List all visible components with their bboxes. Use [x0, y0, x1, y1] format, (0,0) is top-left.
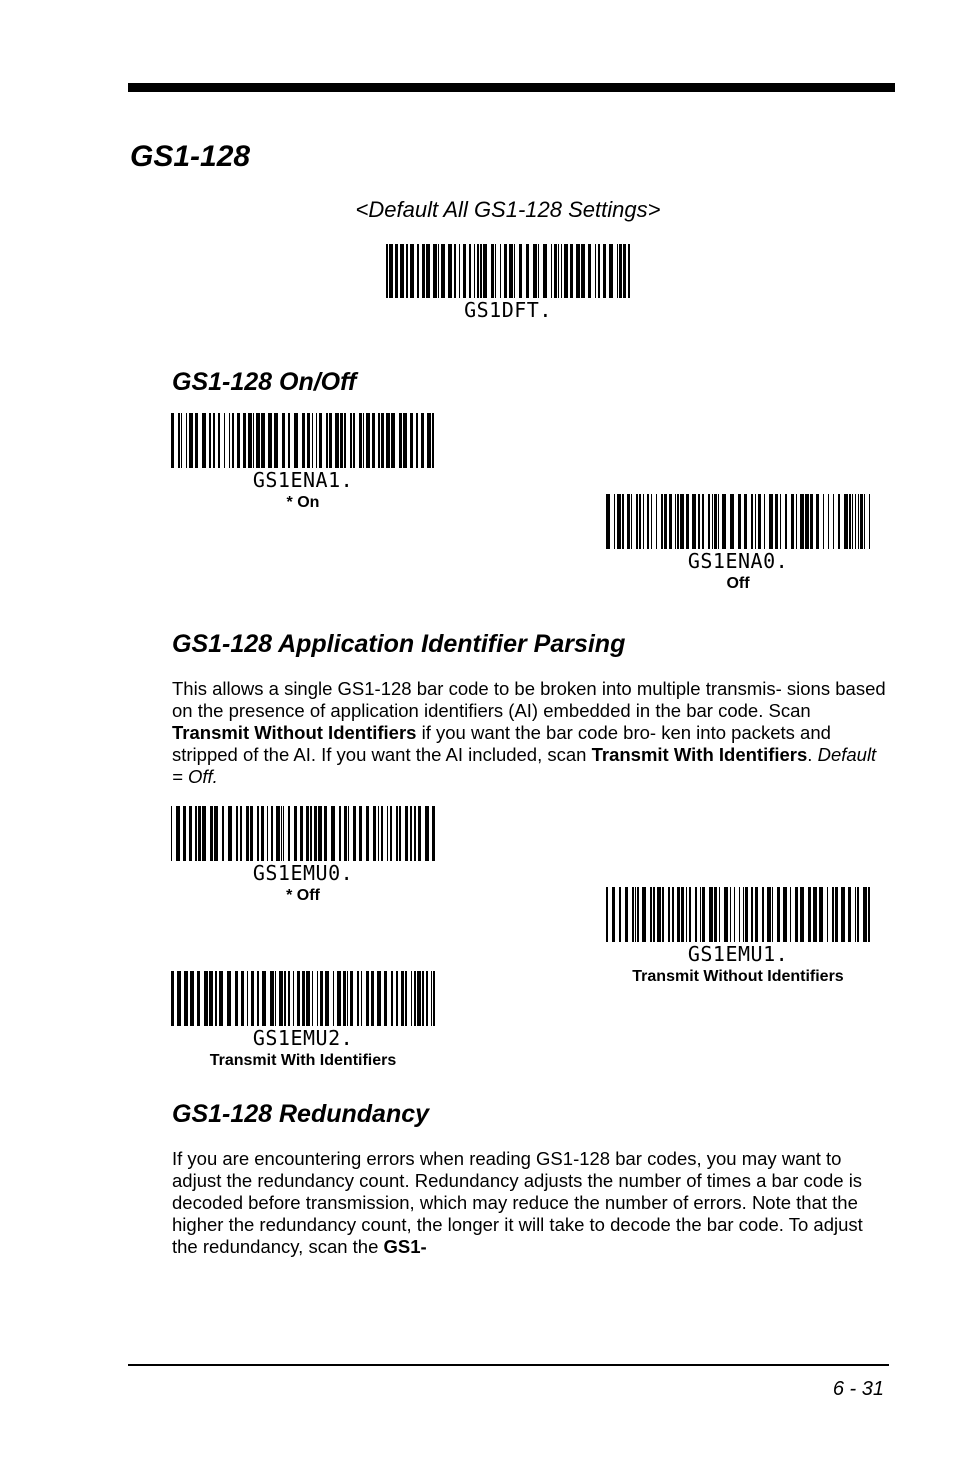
- redundancy-heading: GS1-128 Redundancy: [172, 1100, 430, 1128]
- default-all-label: <Default All GS1-128 Settings>: [355, 197, 661, 222]
- page-number: 6 - 31: [832, 1378, 884, 1400]
- barcode-bars: [171, 971, 435, 1026]
- para-bold: Transmit Without Identifiers: [172, 722, 417, 743]
- barcode-text: GS1EMU1.: [687, 942, 789, 966]
- top-rule: [128, 83, 895, 92]
- onoff-heading: GS1-128 On/Off: [172, 368, 357, 396]
- barcode-on: [171, 413, 435, 512]
- barcode-emu1: [606, 887, 870, 986]
- ai-heading: GS1-128 Application Identifier Parsing: [172, 630, 626, 658]
- para-italic: Default = Off.: [172, 744, 877, 787]
- redundancy-paragraph: [172, 1148, 888, 1258]
- barcode-caption: Transmit Without Identifiers: [632, 968, 844, 985]
- barcode-text: GS1EMU2.: [252, 1026, 354, 1050]
- para-text: This allows a single GS1-128 bar code to be broken into multiple transmis- sions based on the presence of application identifiers (AI) embedded in the bar code. Scan: [172, 678, 886, 721]
- bottom-rule: [128, 1364, 889, 1366]
- barcode-caption: * Off: [286, 887, 320, 904]
- barcode-bars: [171, 413, 435, 468]
- barcode-bars: [171, 806, 435, 861]
- para-bold: Transmit With Identifiers: [591, 744, 808, 765]
- barcode-text: GS1ENA0.: [687, 549, 789, 573]
- section-title: GS1-128: [130, 140, 251, 173]
- para-text: if you want the bar code bro- ken into packets and stripped of the AI. If you want the AI included, scan: [172, 722, 831, 765]
- barcode-bars: [606, 494, 870, 549]
- barcode-caption: Transmit With Identifiers: [209, 1052, 397, 1069]
- barcode-emu2: [171, 971, 435, 1070]
- barcode-caption: Off: [726, 575, 750, 592]
- barcode-text: GS1ENA1.: [252, 468, 354, 492]
- barcode-bars: [606, 887, 870, 942]
- barcode-text: GS1EMU0.: [252, 861, 354, 885]
- barcode-off: [606, 494, 870, 593]
- para-text: .: [807, 744, 818, 765]
- barcode-default-all: [386, 244, 630, 322]
- ai-paragraph: [172, 678, 888, 788]
- barcode-text: GS1DFT.: [464, 298, 552, 322]
- barcode-bars: [386, 244, 630, 298]
- barcode-emu0: [171, 806, 435, 905]
- barcode-caption: * On: [286, 494, 320, 511]
- para-bold: GS1-: [383, 1236, 427, 1257]
- para-text: If you are encountering errors when reading GS1-128 bar codes, you may want to adjust the redundancy count. Redundancy adjusts the number of times a bar code is decoded before transmission, which may reduce the number of errors. Note that the higher the redundancy count, the longer it will take to decode the bar code. To adjust the redundancy, scan the: [172, 1148, 863, 1257]
